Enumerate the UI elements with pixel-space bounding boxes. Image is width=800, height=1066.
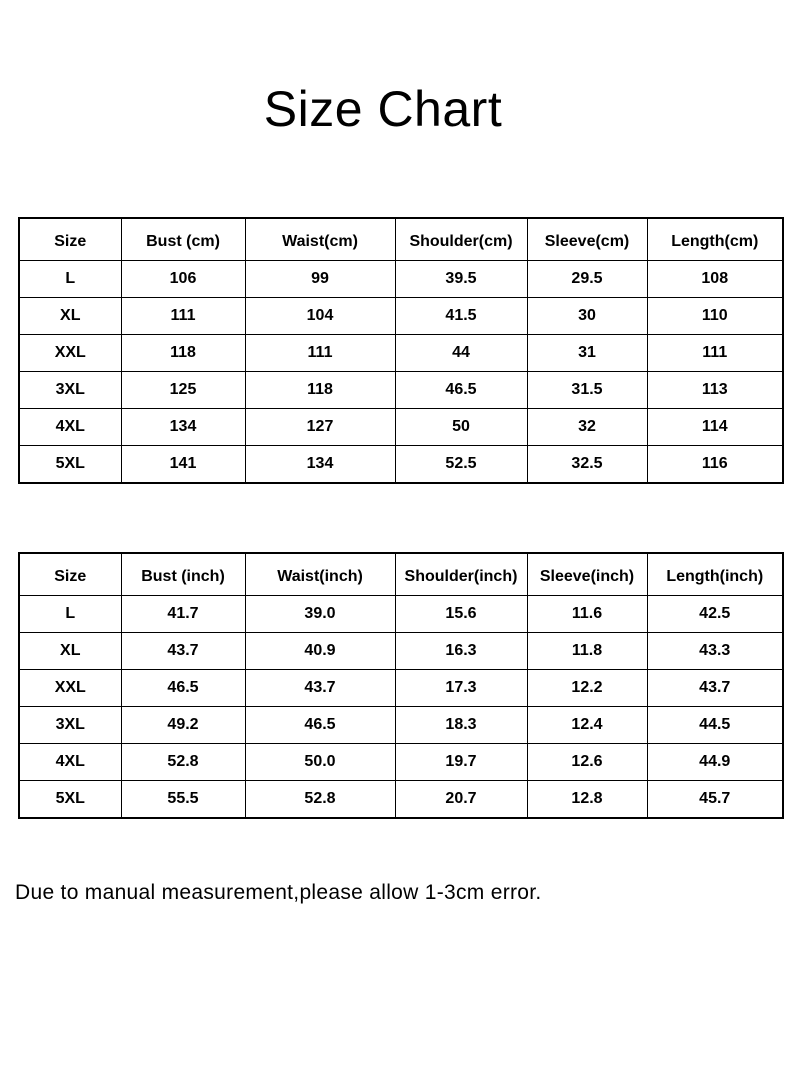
header-size: Size	[19, 553, 121, 596]
table-row	[19, 298, 783, 335]
cell-size: 5XL	[19, 781, 121, 819]
table-row	[19, 372, 783, 409]
table-header-row	[19, 218, 783, 261]
cell-waist: 39.0	[245, 596, 395, 633]
cell-length: 108	[647, 261, 783, 298]
cell-sleeve: 12.4	[527, 707, 647, 744]
cell-bust: 111	[121, 298, 245, 335]
cell-length: 113	[647, 372, 783, 409]
cell-shoulder: 15.6	[395, 596, 527, 633]
cell-sleeve: 30	[527, 298, 647, 335]
cell-length: 42.5	[647, 596, 783, 633]
cell-shoulder: 41.5	[395, 298, 527, 335]
cell-shoulder: 46.5	[395, 372, 527, 409]
cell-size: XL	[19, 298, 121, 335]
cell-size: L	[19, 261, 121, 298]
cell-size: L	[19, 596, 121, 633]
cell-bust: 49.2	[121, 707, 245, 744]
cell-bust: 106	[121, 261, 245, 298]
table-row	[19, 409, 783, 446]
cell-sleeve: 32.5	[527, 446, 647, 484]
cell-waist: 46.5	[245, 707, 395, 744]
cell-sleeve: 11.6	[527, 596, 647, 633]
table-row	[19, 707, 783, 744]
table-row	[19, 596, 783, 633]
cell-length: 43.3	[647, 633, 783, 670]
table-row	[19, 446, 783, 484]
cell-bust: 43.7	[121, 633, 245, 670]
measurement-note: Due to manual measurement,please allow 1-3cm error.	[15, 881, 542, 904]
header-sleeve: Sleeve(cm)	[527, 218, 647, 261]
cell-length: 110	[647, 298, 783, 335]
cell-length: 111	[647, 335, 783, 372]
cell-waist: 43.7	[245, 670, 395, 707]
header-shoulder: Shoulder(inch)	[395, 553, 527, 596]
cell-waist: 50.0	[245, 744, 395, 781]
cell-sleeve: 12.6	[527, 744, 647, 781]
cell-size: 4XL	[19, 409, 121, 446]
cell-waist: 99	[245, 261, 395, 298]
cell-shoulder: 39.5	[395, 261, 527, 298]
cell-shoulder: 19.7	[395, 744, 527, 781]
cell-bust: 52.8	[121, 744, 245, 781]
cell-size: 3XL	[19, 372, 121, 409]
page-title: Size Chart	[263, 81, 503, 137]
cell-sleeve: 12.2	[527, 670, 647, 707]
cell-length: 44.5	[647, 707, 783, 744]
cell-bust: 55.5	[121, 781, 245, 819]
table-row	[19, 744, 783, 781]
table-row	[19, 261, 783, 298]
table-row	[19, 781, 783, 819]
cell-waist: 127	[245, 409, 395, 446]
size-table-inch	[18, 552, 784, 819]
cell-waist: 104	[245, 298, 395, 335]
header-waist: Waist(inch)	[245, 553, 395, 596]
table-header-row	[19, 553, 783, 596]
cell-shoulder: 20.7	[395, 781, 527, 819]
cell-size: XXL	[19, 335, 121, 372]
cell-sleeve: 11.8	[527, 633, 647, 670]
cell-size: 3XL	[19, 707, 121, 744]
cell-size: XXL	[19, 670, 121, 707]
table-row	[19, 670, 783, 707]
table-row	[19, 335, 783, 372]
cell-size: XL	[19, 633, 121, 670]
cell-waist: 134	[245, 446, 395, 484]
cell-sleeve: 12.8	[527, 781, 647, 819]
cell-waist: 52.8	[245, 781, 395, 819]
cell-shoulder: 16.3	[395, 633, 527, 670]
cell-shoulder: 44	[395, 335, 527, 372]
cell-bust: 134	[121, 409, 245, 446]
cell-shoulder: 17.3	[395, 670, 527, 707]
cell-sleeve: 31.5	[527, 372, 647, 409]
cell-size: 4XL	[19, 744, 121, 781]
table-row	[19, 633, 783, 670]
cell-waist: 111	[245, 335, 395, 372]
header-size: Size	[19, 218, 121, 261]
cell-bust: 118	[121, 335, 245, 372]
cell-waist: 40.9	[245, 633, 395, 670]
cell-length: 116	[647, 446, 783, 484]
cell-length: 45.7	[647, 781, 783, 819]
cell-length: 114	[647, 409, 783, 446]
cell-waist: 118	[245, 372, 395, 409]
cell-size: 5XL	[19, 446, 121, 484]
cell-bust: 125	[121, 372, 245, 409]
header-sleeve: Sleeve(inch)	[527, 553, 647, 596]
header-shoulder: Shoulder(cm)	[395, 218, 527, 261]
header-length: Length(cm)	[647, 218, 783, 261]
cell-shoulder: 50	[395, 409, 527, 446]
cell-bust: 141	[121, 446, 245, 484]
cell-sleeve: 32	[527, 409, 647, 446]
size-table-cm	[18, 217, 784, 484]
cell-length: 43.7	[647, 670, 783, 707]
cell-shoulder: 52.5	[395, 446, 527, 484]
header-waist: Waist(cm)	[245, 218, 395, 261]
cell-length: 44.9	[647, 744, 783, 781]
cell-bust: 46.5	[121, 670, 245, 707]
cell-bust: 41.7	[121, 596, 245, 633]
header-length: Length(inch)	[647, 553, 783, 596]
cell-sleeve: 31	[527, 335, 647, 372]
cell-sleeve: 29.5	[527, 261, 647, 298]
header-bust: Bust (cm)	[121, 218, 245, 261]
cell-shoulder: 18.3	[395, 707, 527, 744]
header-bust: Bust (inch)	[121, 553, 245, 596]
